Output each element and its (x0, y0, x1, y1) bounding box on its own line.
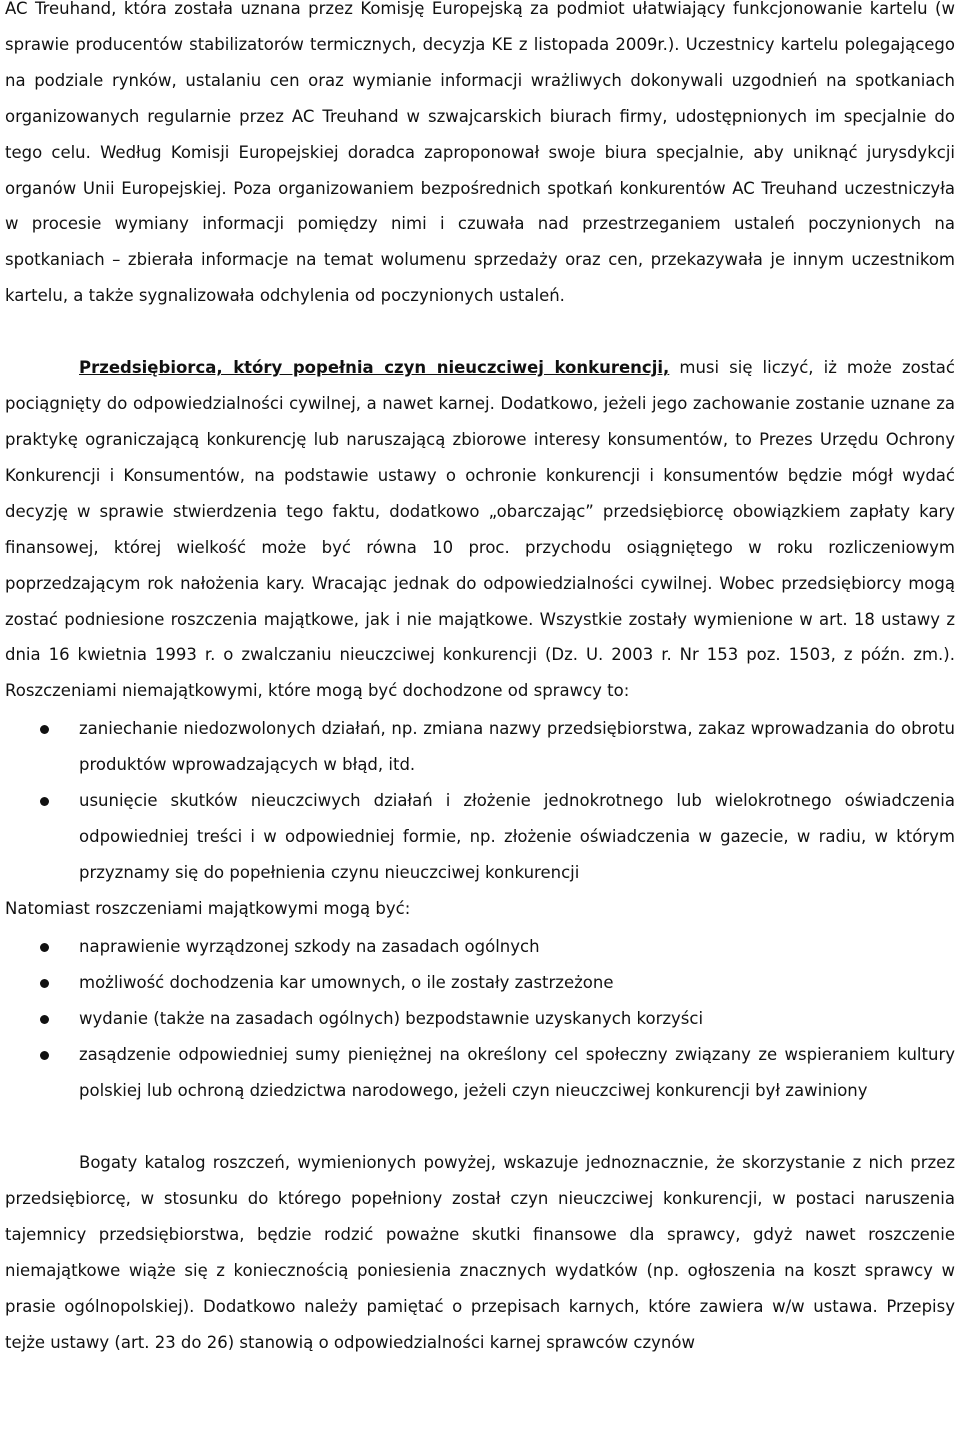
list-item: zaniechanie niedozwolonych działań, np. zmiana nazwy przedsiębiorstwa, zakaz wprowadzania do obrotu produktów wprowadzających w błąd, itd. (5, 711, 955, 783)
paragraph-liability (5, 350, 955, 709)
list-item: zasądzenie odpowiedniej sumy pieniężnej na określony cel społeczny związany ze wspieraniem kultury polskiej lub ochroną dziedzictwa narodowego, jeżeli czyn nieuczciwej konkurencji był zawiniony (5, 1037, 955, 1109)
list-item: usunięcie skutków nieuczciwych działań i złożenie jednokrotnego lub wielokrotnego oświadczenia odpowiedniej treści i w odpowiedniej formie, np. złożenie oświadczenia w gazecie, w radiu, w którym przyznamy się do popełnienia czynu nieuczciwej konkurencji (5, 783, 955, 891)
list-item: możliwość dochodzenia kar umownych, o ile zostały zastrzeżone (5, 965, 955, 1001)
property-claims-list (5, 929, 955, 1109)
highlighted-phrase: Przedsiębiorca, który popełnia czyn nieuczciwej konkurencji, (79, 358, 670, 378)
non-property-claims-list (5, 711, 955, 891)
list-item: naprawienie wyrządzonej szkody na zasadach ogólnych (5, 929, 955, 965)
property-claims-lead: Natomiast roszczeniami majątkowymi mogą być: (5, 899, 411, 919)
paragraph-liability-text: musi się liczyć, iż może zostać pociągnięty do odpowiedzialności cywilnej, a nawet karnej. Dodatkowo, jeżeli jego zachowanie zostanie uznane za praktykę ograniczającą konkurencję lub naruszającą zbiorowe interesy konsumentów, to Prezes Urzędu Ochrony Konkurencji i Konsumentów, na podstawie ustawy o ochronie konkurencji i konsumentów będzie mógł wydać decyzję w sprawie stwierdzenia tego faktu, dodatkowo „obarczając” przedsiębiorcę obowiązkiem zapłaty kary finansowej, której wielkość może być równa 10 proc. przychodu osiągniętego w roku rozliczeniowym poprzedzającym rok nałożenia kary. Wracając jednak do odpowiedzialności cywilnej. Wobec przedsiębiorcy mogą zostać podniesione roszczenia majątkowe, jak i nie majątkowe. Wszystkie zostały wymienione w art. 18 ustawy z dnia 16 kwietnia 1993 r. o zwalczaniu nieuczciwej konkurencji (Dz. U. 2003 r. Nr 153 poz. 1503, z późn. zm.). Roszczeniami niemajątkowymi, które mogą być dochodzone od sprawcy to: (5, 358, 955, 701)
paragraph-ac-treuhand: AC Treuhand, która została uznana przez Komisję Europejską za podmiot ułatwiający funkcjonowanie kartelu (w sprawie producentów stabilizatorów termicznych, decyzja KE z listopada 2009r.). Uczestnicy kartelu polegającego na podziale rynków, ustalaniu cen oraz wymianie informacji wrażliwych dokonywali uzgodnień na spotkaniach organizowanych regularnie przez AC Treuhand w szwajcarskich biurach firmy, udostępnionych im specjalnie do tego celu. Według Komisji Europejskiej doradca zaproponował swoje biura specjalnie, aby uniknąć jurysdykcji organów Unii Europejskiej. Poza organizowaniem bezpośrednich spotkań konkurentów AC Treuhand uczestniczyła w procesie wymiany informacji pomiędzy nimi i czuwała nad przestrzeganiem ustaleń poczynionych na spotkaniach – zbierała informacje na temat wolumenu sprzedaży oraz cen, przekazywała je innym uczestnikom kartelu, a także sygnalizowała odchylenia od poczynionych ustaleń. (5, 0, 955, 306)
paragraph-claims-catalog: Bogaty katalog roszczeń, wymienionych powyżej, wskazuje jednoznacznie, że skorzystanie z nich przez przedsiębiorcę, w stosunku do którego popełniony został czyn nieuczciwej konkurencji, w postaci naruszenia tajemnicy przedsiębiorstwa, będzie rodzić poważne skutki finansowe dla sprawcy, gdyż nawet roszczenie niemajątkowe wiąże się z koniecznością poniesienia znacznych wydatków (np. ogłoszenia na koszt sprawcy w prasie ogólnopolskiej). Dodatkowo należy pamiętać o przepisach karnych, które zawiera w/w ustawa. Przepisy tejże ustawy (art. 23 do 26) stanowią o odpowiedzialności karnej sprawców czynów (5, 1153, 955, 1352)
list-item: wydanie (także na zasadach ogólnych) bezpodstawnie uzyskanych korzyści (5, 1001, 955, 1037)
